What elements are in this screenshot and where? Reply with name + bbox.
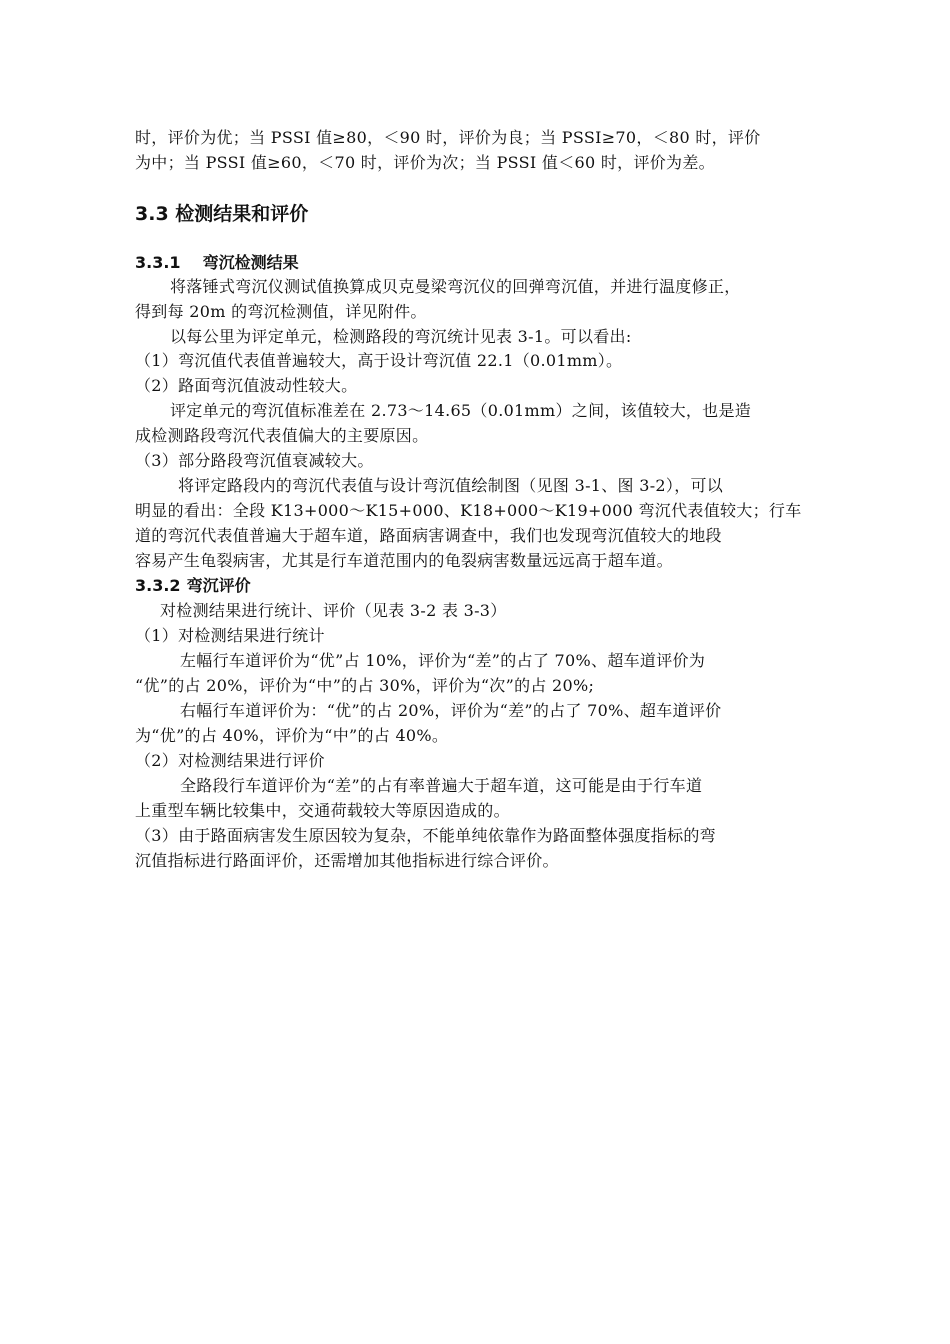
paragraph-line: 明显的看出：全段 K13+000～K15+000、K18+000～K19+000 弯沉代表值较大；行车: [135, 501, 802, 520]
paragraph-line: 得到每 20m 的弯沉检测值，详见附件。: [135, 302, 427, 321]
section-title: 弯沉检测结果: [202, 253, 299, 272]
paragraph-line: 对检测结果进行统计、评价（见表 3-2 表 3-3）: [160, 601, 507, 620]
paragraph-line: 时，评价为优；当 PSSI 值≥80，＜90 时，评价为良；当 PSSI≥70，＜80 时，评价: [135, 128, 761, 147]
paragraph-line: 左幅行车道评价为“优”占 10%，评价为“差”的占了 70%、超车道评价为: [180, 651, 706, 670]
list-item: （2）对检测结果进行评价: [135, 751, 325, 770]
paragraph-line: 道的弯沉代表值普遍大于超车道，路面病害调查中，我们也发现弯沉值较大的地段: [135, 526, 722, 545]
paragraph-line: 以每公里为评定单元，检测路段的弯沉统计见表 3-1。可以看出:: [170, 327, 632, 346]
list-item: （2）路面弯沉值波动性较大。: [135, 376, 358, 395]
section-number: 3.3.2: [135, 576, 181, 595]
list-item: （1）对检测结果进行统计: [135, 626, 325, 645]
section-title: 弯沉评价: [186, 576, 251, 595]
paragraph-line: 成检测路段弯沉代表值偏大的主要原因。: [135, 426, 429, 445]
section-number: 3.3: [135, 203, 169, 225]
paragraph-line: 上重型车辆比较集中，交通荷载较大等原因造成的。: [135, 801, 510, 820]
paragraph-line: 为中；当 PSSI 值≥60，＜70 时，评价为次；当 PSSI 值＜60 时，评价为差。: [135, 153, 715, 172]
paragraph-line: “优”的占 20%，评价为“中”的占 30%，评价为“次”的占 20%;: [135, 676, 595, 695]
section-number: 3.3.1: [135, 253, 181, 272]
section-title: 检测结果和评价: [175, 203, 309, 225]
paragraph-line: 为“优”的占 40%，评价为“中”的占 40%。: [135, 726, 449, 745]
paragraph-line: 全路段行车道评价为“差”的占有率普遍大于超车道，这可能是由于行车道: [180, 776, 703, 795]
paragraph-line: 沉值指标进行路面评价，还需增加其他指标进行综合评价。: [135, 851, 559, 870]
list-item: （3）部分路段弯沉值衰减较大。: [135, 451, 374, 470]
paragraph-line: 评定单元的弯沉值标准差在 2.73～14.65（0.01mm）之间，该值较大，也是造: [170, 401, 752, 420]
paragraph-line: 容易产生龟裂病害，尤其是行车道范围内的龟裂病害数量远远高于超车道。: [135, 551, 673, 570]
paragraph-line: 将评定路段内的弯沉代表值与设计弯沉值绘制图（见图 3-1、图 3-2），可以: [178, 476, 724, 495]
section-heading-3-3-1: [135, 251, 299, 275]
section-heading-3-3: [135, 200, 308, 228]
list-item: （1）弯沉值代表值普遍较大，高于设计弯沉值 22.1（0.01mm）。: [135, 351, 623, 370]
paragraph-line: 将落锤式弯沉仪测试值换算成贝克曼梁弯沉仪的回弹弯沉值，并进行温度修正，: [170, 277, 741, 296]
section-heading-3-3-2: [135, 574, 251, 598]
paragraph-line: 右幅行车道评价为：“优”的占 20%，评价为“差”的占了 70%、超车道评价: [180, 701, 722, 720]
list-item: （3）由于路面病害发生原因较为复杂，不能单纯依靠作为路面整体强度指标的弯: [135, 826, 716, 845]
